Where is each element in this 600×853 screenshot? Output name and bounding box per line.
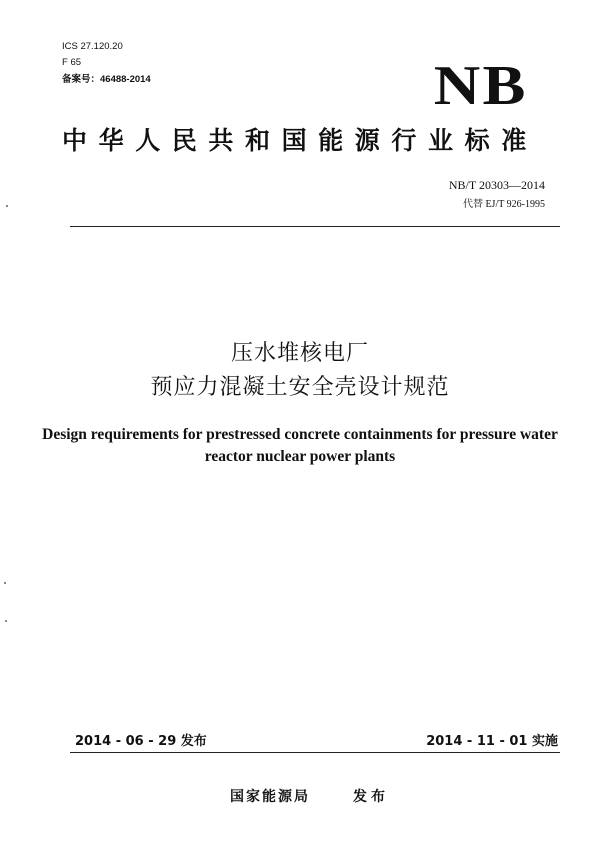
- organization-name: 中华人民共和国能源行业标准: [62, 126, 538, 155]
- title-cn-line1: 压水堆核电厂: [230, 341, 369, 366]
- record-number: 备案号：46488-2014: [62, 74, 151, 85]
- top-divider: [70, 226, 560, 227]
- title-cn-line2: 预应力混凝土安全壳设计规范: [150, 375, 450, 400]
- implementation-date: 2014 - 11 - 01 实施: [426, 734, 558, 749]
- standard-code: NB/T 20303—2014: [448, 178, 545, 192]
- bottom-divider: [70, 752, 560, 753]
- issue-label: 发布: [353, 789, 389, 805]
- title-en-line2: reactor nuclear power plants: [204, 448, 396, 465]
- replaces-note: 代替 EJ/T 926-1995: [462, 199, 545, 210]
- issue-date: 2014 - 06 - 29 发布: [75, 734, 207, 749]
- scan-speck: [5, 620, 7, 622]
- ics-code: ICS 27.120.20: [62, 41, 123, 52]
- scan-speck: [6, 205, 8, 207]
- nb-logo: NB: [433, 55, 528, 117]
- title-en-line1: Design requirements for prestressed concrete containments for pressure water: [42, 426, 558, 443]
- scan-speck: [4, 582, 6, 584]
- classification-code: F 65: [62, 57, 82, 68]
- issuer-name: 国家能源局: [230, 789, 310, 805]
